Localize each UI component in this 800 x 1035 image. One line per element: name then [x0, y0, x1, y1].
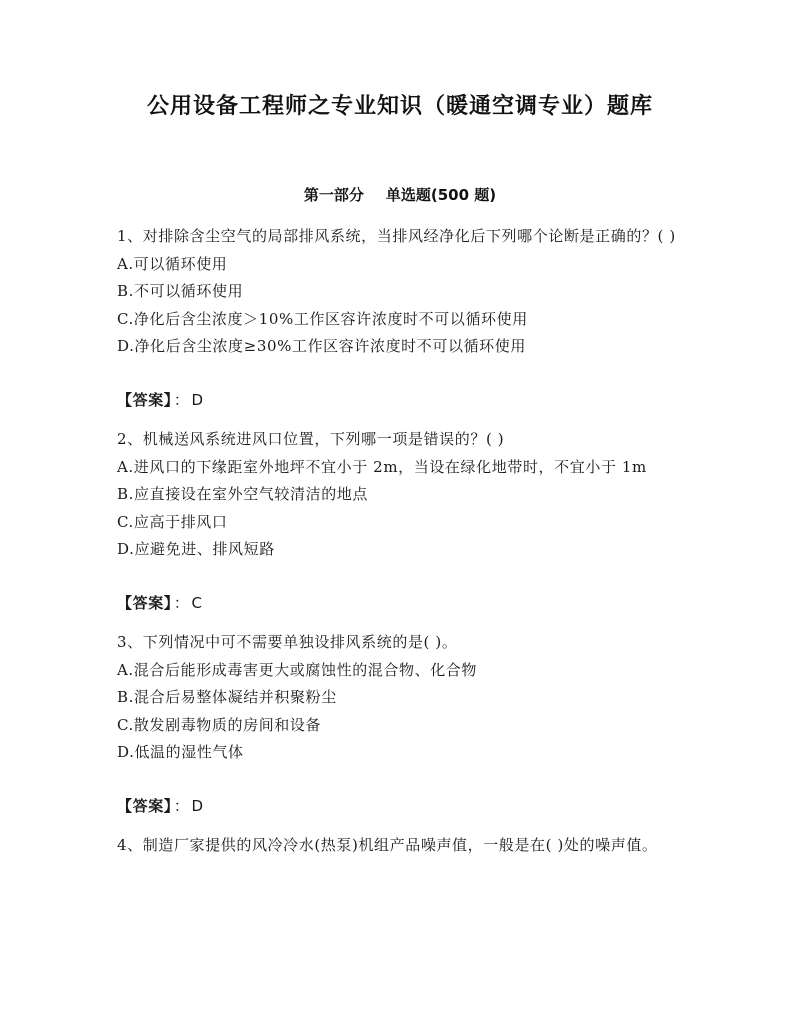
answer-line	[117, 590, 680, 618]
section-name: 单选题(500 题)	[385, 186, 497, 204]
option-d: D.净化后含尘浓度≥30%工作区容许浓度时不可以循环使用	[117, 337, 526, 355]
option-d: D.应避免进、排风短路	[117, 540, 275, 558]
question-4	[117, 832, 680, 860]
option-c: C.净化后含尘浓度＞10%工作区容许浓度时不可以循环使用	[117, 309, 528, 328]
answer-label: 【答案】	[117, 390, 172, 409]
option-a: A.混合后能形成毒害更大或腐蚀性的混合物、化合物	[117, 660, 478, 679]
answer-label: 【答案】	[117, 796, 172, 815]
answer-value: C	[191, 593, 203, 612]
question-3	[117, 629, 680, 820]
question-2	[117, 426, 680, 617]
document-title: 公用设备工程师之专业知识（暖通空调专业）题库	[146, 94, 653, 119]
answer-line	[117, 387, 680, 415]
section-heading	[0, 184, 800, 206]
option-b: B.应直接设在室外空气较清洁的地点	[117, 485, 368, 503]
option-b: B.混合后易整体凝结并积聚粉尘	[117, 688, 337, 706]
answer-separator: ：	[173, 593, 190, 612]
question-list	[117, 223, 680, 860]
option-d: D.低温的湿性气体	[117, 743, 244, 761]
option-b: B.不可以循环使用	[117, 282, 244, 300]
option-c: C.应高于排风口	[117, 512, 228, 531]
section-part: 第一部分	[303, 186, 364, 204]
question-stem: 4、制造厂家提供的风冷冷水(热泵)机组产品噪声值，一般是在( )处的噪声值。	[117, 836, 658, 854]
answer-separator: ：	[173, 390, 190, 409]
answer-value: D	[191, 796, 204, 815]
answer-line	[117, 793, 680, 821]
option-a: A.可以循环使用	[117, 254, 228, 273]
option-a: A.进风口的下缘距室外地坪不宜小于 2m，当设在绿化地带时，不宜小于 1m	[117, 457, 647, 476]
answer-label: 【答案】	[117, 593, 172, 612]
question-stem: 1、对排除含尘空气的局部排风系统，当排风经净化后下列哪个论断是正确的？( )	[117, 227, 676, 245]
answer-separator: ：	[173, 796, 190, 815]
answer-value: D	[191, 390, 204, 409]
option-c: C.散发剧毒物质的房间和设备	[117, 715, 322, 734]
question-stem: 3、下列情况中可不需要单独设排风系统的是( )。	[117, 633, 458, 651]
question-stem: 2、机械送风系统进风口位置，下列哪一项是错误的？( )	[117, 430, 505, 448]
question-1	[117, 223, 680, 414]
